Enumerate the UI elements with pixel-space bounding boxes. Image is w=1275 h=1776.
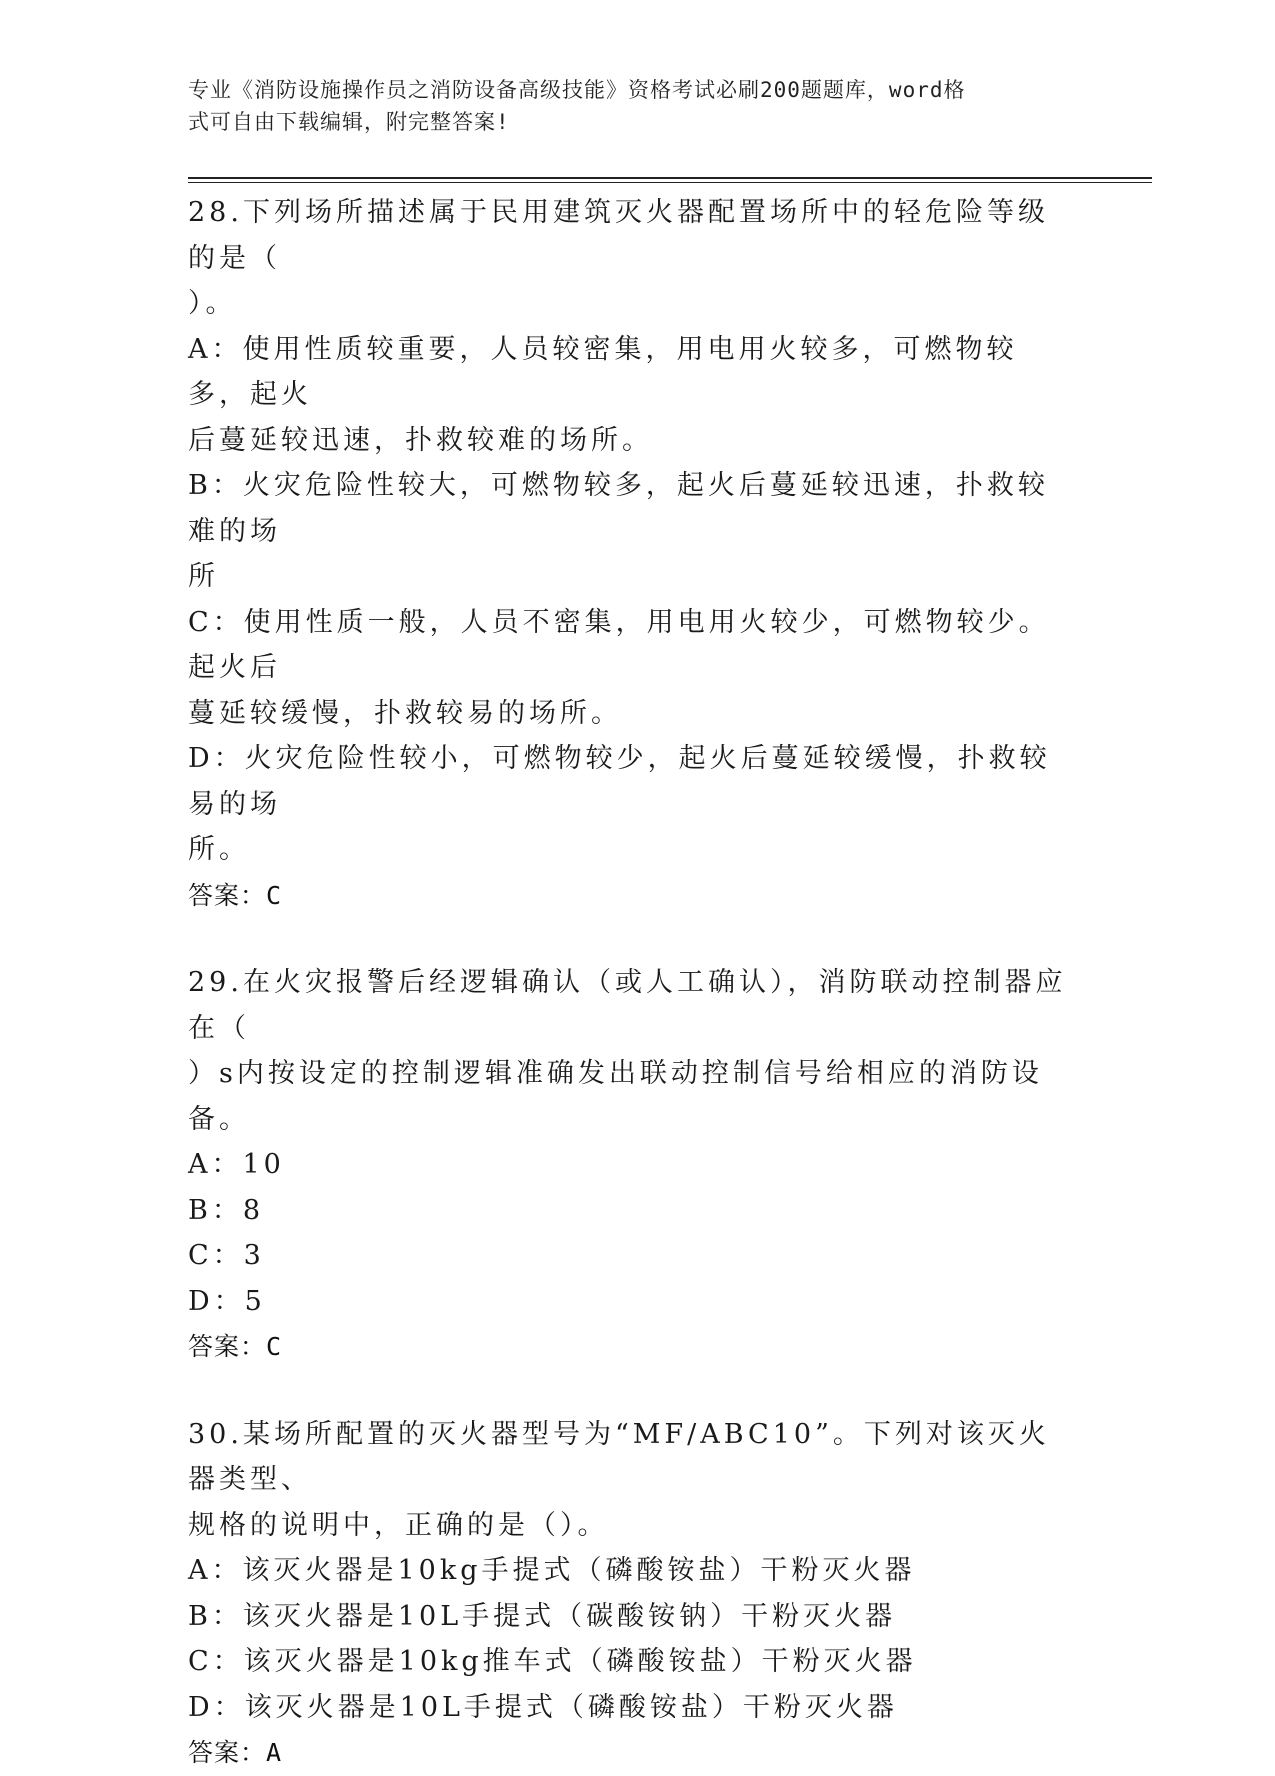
option-b-line: B：8 [188,1194,265,1226]
question-stem-line: 30.某场所配置的灭火器型号为“MF/ABC10”。下列对该灭火器类型、 [188,1418,1050,1495]
question-stem-line: 29.在火灾报警后经逻辑确认（或人工确认），消防联动控制器应在（ [188,967,1067,1044]
header-line-2: 式可自由下载编辑，附完整答案! [188,110,510,134]
option-c-line: 蔓延较缓慢，扑救较易的场所。 [188,697,622,729]
question-stem-line: ）。 [188,288,237,319]
answer-label: 答案：A [188,1738,283,1767]
option-a-line: A：使用性质较重要，人员较密集，用电用火较多，可燃物较多，起火 [188,333,1018,410]
option-d-line: D：火灾危险性较小，可燃物较少，起火后蔓延较缓慢，扑救较易的场 [188,743,1051,820]
question-29 [188,960,1068,1370]
question-28 [188,190,1068,918]
header-rule-thick [188,177,1152,179]
option-d-line: D：5 [188,1285,266,1317]
document-header [188,74,1088,138]
option-b-line: B：该灭火器是10L手提式（碳酸铵钠）干粉灭火器 [188,1600,897,1632]
option-c-line: C：该灭火器是10kg推车式（磷酸铵盐）干粉灭火器 [188,1646,917,1677]
question-stem-line: 28.下列场所描述属于民用建筑灭火器配置场所中的轻危险等级的是（ [188,197,1049,274]
question-stem-line: 规格的说明中，正确的是（）。 [188,1509,609,1541]
header-line-1: 专业《消防设施操作员之消防设备高级技能》资格考试必刷200题题库，word格 [188,78,966,102]
header-rule-thin [188,182,1152,183]
answer-label: 答案：C [188,880,283,910]
option-a-line: A：该灭火器是10kg手提式（磷酸铵盐）干粉灭火器 [188,1555,916,1586]
question-30 [188,1412,1068,1776]
question-list [188,190,1068,1776]
option-d-line: D：该灭火器是10L手提式（磷酸铵盐）干粉灭火器 [188,1691,898,1723]
option-c-line: C：使用性质一般，人员不密集，用电用火较少，可燃物较少。起火后 [188,606,1050,683]
option-b-line: 所 [188,561,219,592]
option-b-line: B：火灾危险性较大，可燃物较多，起火后蔓延较迅速，扑救较难的场 [188,470,1049,547]
option-d-line: 所。 [188,834,250,865]
option-a-line: 后蔓延较迅速，扑救较难的场所。 [188,424,653,456]
option-c-line: C：3 [188,1240,265,1271]
question-stem-line: ）s内按设定的控制逻辑准确发出联动控制信号给相应的消防设备。 [188,1058,1043,1135]
answer-label: 答案：C [188,1332,283,1361]
option-a-line: A：10 [188,1149,285,1180]
